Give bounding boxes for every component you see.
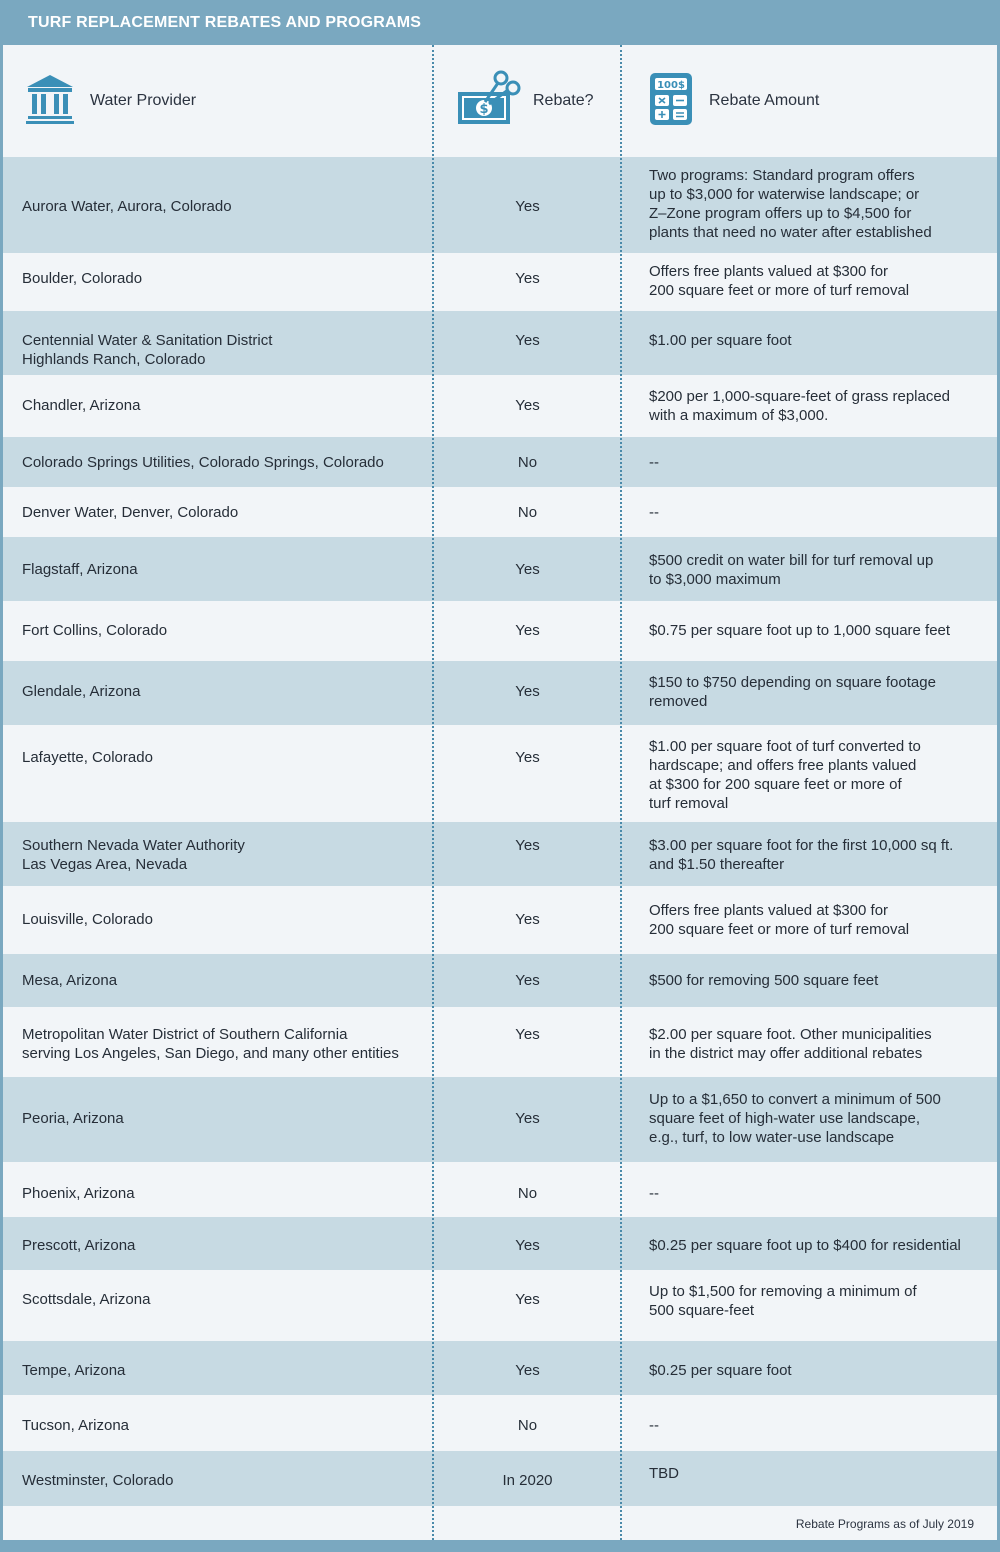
- cell-amount: $200 per 1,000-square-feet of grass replaced with a maximum of $3,000.: [649, 388, 951, 424]
- cell-provider: Prescott, Arizona: [22, 1237, 136, 1254]
- frame-border: [0, 45, 3, 1552]
- table-row: [3, 1077, 997, 1162]
- cell-rebate: Yes: [515, 198, 540, 215]
- money-scissors-icon: [455, 68, 521, 135]
- cell-rebate: Yes: [515, 561, 540, 578]
- header-amount-label: Rebate Amount: [709, 92, 820, 109]
- cell-provider: Phoenix, Arizona: [22, 1185, 135, 1202]
- cell-amount: Up to a $1,650 to convert a minimum of 500 square feet of high-water use landscape, e.g., turf, to low water-use landscape: [649, 1091, 941, 1146]
- cell-provider: Boulder, Colorado: [22, 270, 143, 287]
- header-rebate: [455, 45, 625, 157]
- cell-rebate: No: [517, 454, 538, 471]
- table-row: [3, 725, 997, 822]
- cell-amount: Offers free plants valued at $300 for 200 square feet or more of turf removal: [649, 902, 910, 938]
- cell-amount: $500 for removing 500 square feet: [649, 972, 879, 989]
- footnote: Rebate Programs as of July 2019: [795, 1517, 974, 1531]
- cell-amount: $500 credit on water bill for turf removal up to $3,000 maximum: [649, 552, 934, 588]
- table-title-bar: [0, 0, 1000, 45]
- table-row: [3, 1217, 997, 1270]
- header-amount: [649, 45, 989, 157]
- cell-rebate: No: [517, 1185, 538, 1202]
- cell-amount: $0.25 per square foot: [649, 1362, 792, 1379]
- cell-rebate: Yes: [515, 1110, 540, 1127]
- svg-text:$: $: [479, 101, 489, 117]
- cell-rebate: Yes: [515, 1362, 540, 1379]
- cell-rebate: Yes: [515, 749, 540, 766]
- cell-rebate: In 2020: [502, 1472, 553, 1489]
- cell-rebate: Yes: [515, 837, 540, 854]
- cell-provider: Colorado Springs Utilities, Colorado Springs, Colorado: [22, 454, 384, 471]
- building-icon: [25, 73, 75, 130]
- table-row: [3, 157, 997, 253]
- table-row: [3, 1451, 997, 1506]
- cell-provider: Aurora Water, Aurora, Colorado: [22, 198, 232, 215]
- table-row: [3, 886, 997, 954]
- cell-amount: $2.00 per square foot. Other municipalities in the district may offer additional rebates: [649, 1026, 932, 1062]
- page-title: TURF REPLACEMENT REBATES AND PROGRAMS: [28, 14, 422, 31]
- cell-rebate: Yes: [515, 622, 540, 639]
- cell-provider: Scottsdale, Arizona: [22, 1291, 151, 1308]
- calculator-icon: [649, 72, 693, 131]
- table-row: [3, 375, 997, 437]
- table-row: [3, 487, 997, 537]
- cell-rebate: Yes: [515, 683, 540, 700]
- cell-provider: Southern Nevada Water Authority Las Vegas Area, Nevada: [22, 837, 245, 873]
- table-row: [3, 954, 997, 1007]
- cell-provider: Metropolitan Water District of Southern California serving Los Angeles, San Diego, and many other entities: [22, 1026, 399, 1062]
- table-row: [3, 537, 997, 601]
- calculator-display: 100$: [657, 79, 685, 91]
- cell-amount: $3.00 per square foot for the first 10,000 sq ft. and $1.50 thereafter: [649, 837, 954, 873]
- cell-rebate: Yes: [515, 332, 540, 349]
- table-row: [3, 661, 997, 725]
- table-row: [3, 253, 997, 311]
- cell-rebate: Yes: [515, 1237, 540, 1254]
- cell-provider: Glendale, Arizona: [22, 683, 141, 700]
- cell-provider: Westminster, Colorado: [22, 1472, 174, 1489]
- cell-provider: Fort Collins, Colorado: [22, 622, 168, 639]
- cell-provider: Louisville, Colorado: [22, 911, 153, 928]
- table-row: [3, 601, 997, 661]
- cell-amount: $1.00 per square foot: [649, 332, 792, 349]
- header-provider: [25, 45, 425, 157]
- cell-amount: Offers free plants valued at $300 for 200 square feet or more of turf removal: [649, 263, 910, 299]
- cell-amount: --: [649, 1185, 659, 1202]
- header-provider-label: Water Provider: [90, 92, 197, 109]
- column-divider: [432, 45, 434, 1540]
- cell-provider: Lafayette, Colorado: [22, 749, 153, 766]
- cell-amount: $150 to $750 depending on square footage removed: [649, 674, 936, 710]
- cell-provider: Tucson, Arizona: [22, 1417, 129, 1434]
- cell-amount: TBD: [649, 1465, 679, 1482]
- header-rebate-label: Rebate?: [533, 92, 594, 109]
- table-header: [3, 45, 997, 157]
- cell-rebate: Yes: [515, 972, 540, 989]
- cell-provider: Chandler, Arizona: [22, 397, 141, 414]
- table-row: [3, 1270, 997, 1341]
- table-row: [3, 437, 997, 487]
- cell-rebate: Yes: [515, 911, 540, 928]
- cell-rebate: Yes: [515, 1026, 540, 1043]
- cell-amount: $0.25 per square foot up to $400 for residential: [649, 1237, 961, 1254]
- column-divider: [620, 45, 622, 1540]
- table-row: [3, 1395, 997, 1451]
- table-row: [3, 1007, 997, 1077]
- cell-rebate: Yes: [515, 270, 540, 287]
- cell-provider: Flagstaff, Arizona: [22, 561, 138, 578]
- cell-rebate: No: [517, 1417, 538, 1434]
- cell-amount: --: [649, 454, 659, 471]
- cell-provider: Centennial Water & Sanitation District Highlands Ranch, Colorado: [22, 332, 273, 368]
- cell-provider: Tempe, Arizona: [22, 1362, 126, 1379]
- table-row: [3, 1162, 997, 1217]
- cell-rebate: Yes: [515, 397, 540, 414]
- cell-provider: Denver Water, Denver, Colorado: [22, 504, 239, 521]
- cell-amount: --: [649, 504, 659, 521]
- cell-rebate: Yes: [515, 1291, 540, 1308]
- cell-amount: Up to $1,500 for removing a minimum of 500 square-feet: [649, 1283, 917, 1319]
- cell-amount: --: [649, 1417, 659, 1434]
- cell-amount: $1.00 per square foot of turf converted to hardscape; and offers free plants valued at $300 for 200 square feet or more of turf removal: [649, 738, 921, 812]
- bottom-bar: [0, 1540, 1000, 1552]
- cell-amount: Two programs: Standard program offers up to $3,000 for waterwise landscape; or Z–Zone program offers up to $4,500 for plants that need no water after established: [649, 167, 932, 241]
- cell-amount: $0.75 per square foot up to 1,000 square feet: [649, 622, 951, 639]
- table-row: [3, 822, 997, 886]
- table-row: [3, 1341, 997, 1395]
- cell-provider: Mesa, Arizona: [22, 972, 118, 989]
- cell-rebate: No: [517, 504, 538, 521]
- table-row: [3, 311, 997, 375]
- cell-provider: Peoria, Arizona: [22, 1110, 124, 1127]
